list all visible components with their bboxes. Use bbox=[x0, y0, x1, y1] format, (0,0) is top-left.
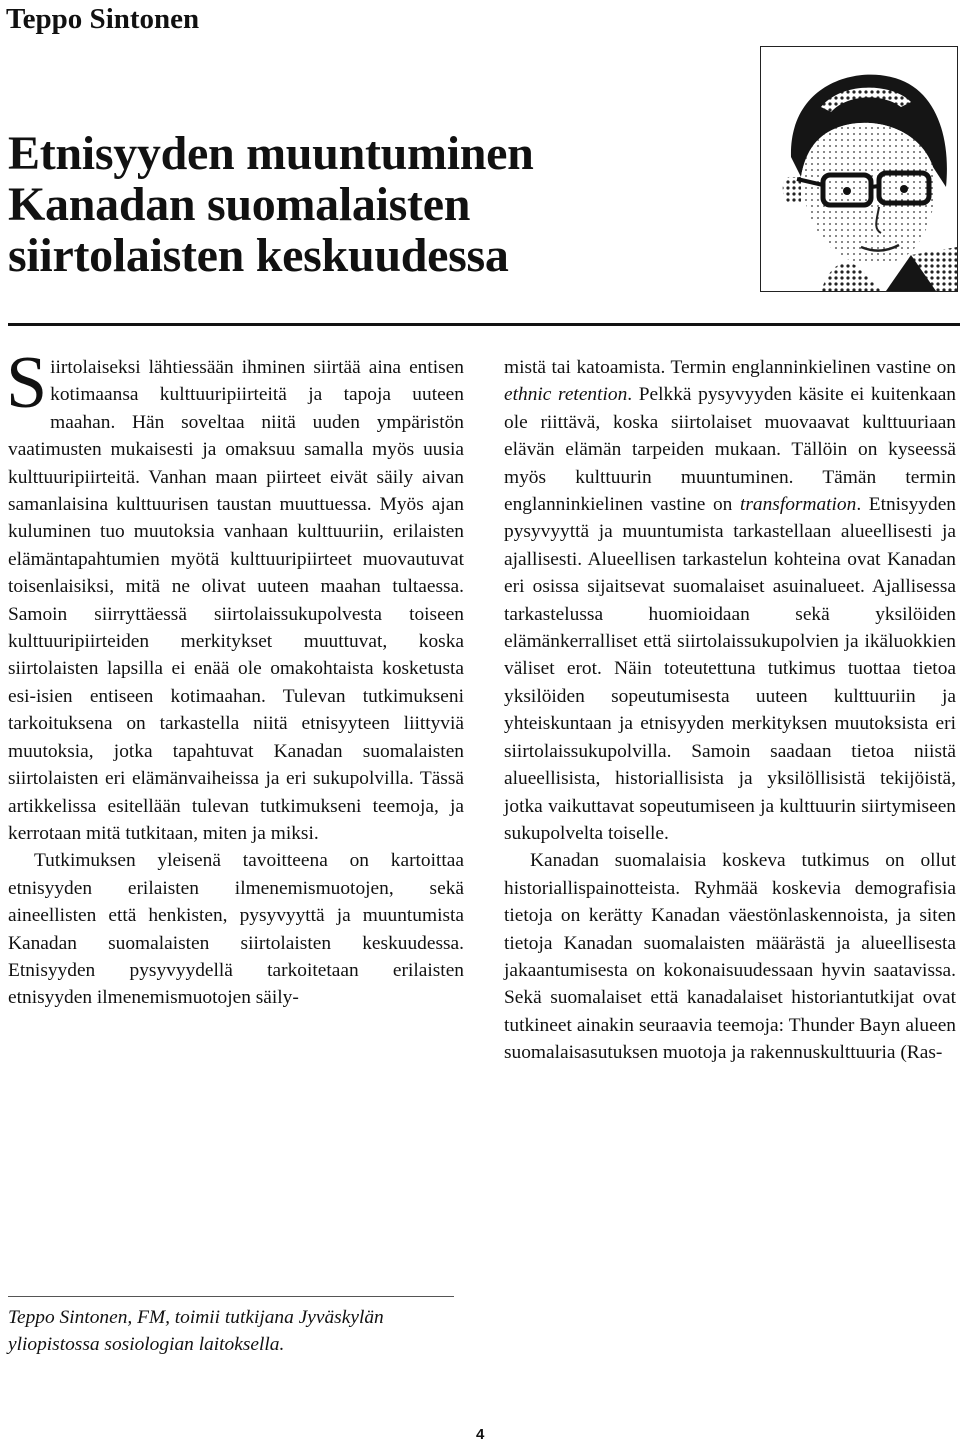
right-p1-part1: mistä tai katoamista. Termin englanninkielinen vastine on bbox=[504, 357, 956, 378]
term-ethnic-retention: ethnic retention bbox=[504, 384, 628, 406]
left-paragraph-1 bbox=[6, 342, 464, 847]
author-footnote: Teppo Sintonen, FM, toimii tutkijana Jyväskylän yliopistossa sosiologian laitoksella. bbox=[8, 1307, 384, 1356]
right-p1-part2: . Pelkkä pysyvyyden käsite ei kuitenkaan ole riittävä, koska siirtolaiset muovaavat kulttuuriaan elävän elämän tarpeiden mukaan. Tällöin on kyseessä myös kulttuurin muuntuminen. Tämän termin englanninkielinen vastine on bbox=[504, 384, 957, 516]
right-p1-part3: . Etnisyyden pysyvyyttä ja muuntumista tarkastellaan alueellisesti ja ajallisesti. Alueellisen tarkastelun kohteina ovat Kanadan eri osissa sijaitsevat suomalaiset asuinalueet. Ajallisessa tarkastelussa huomioidaan sekä yksilöiden elämänkerralliset että siirtolaissukupolvien ja ikäluokkien väliset erot. Näin toteutettuna tutkimus tuottaa tietoa yksilöiden sopeutumisesta uuteen kulttuuriin ja yhteiskuntaan ja etnisyyden merkityksen muutoksista eri siirtolaissukupolvilla. Samoin saadaan tietoa niistä alueellisista, historiallisista ja yksilöllisistä tekijöistä, jotka vaikuttavat sopeutumiseen ja kulttuurin siirtymiseen sukupolvelta toiselle. bbox=[504, 494, 956, 844]
drop-cap: S bbox=[6, 342, 48, 424]
left-column bbox=[6, 342, 464, 1012]
title-line-1: Etnisyyden muuntuminen bbox=[8, 127, 534, 180]
author-name: Teppo Sintonen bbox=[6, 3, 200, 35]
left-paragraph-1-text: iirtolaiseksi lähtiessään ihminen siirtää aina entisen kotimaansa kulttuuripiirteitä ja tapoja uuteen maahan. Hän soveltaa niitä uuden ympäristön vaatimusten mukaisesti ja omaksuu samalla myös uusia kulttuuripiirteitä. Vanhan maan piirteet eivät säily aivan samanlaisina kulttuurisen taustan muuttuessa. Myös ajan kuluminen tuo muutoksia vanhaan kulttuuriin, erilaisten elämäntapahtumien myötä kulttuuripiirteet muovautuvat toisenlaisiksi, mitä ne olivat uuteen maahan tultaessa. Samoin siirryttäessä siirtolaissukupolvesta toiseen kulttuuripiirteiden merkitykset muuttuvat, koska siirtolaisten lapsilla ei enää ole omakohtaista kosketusta esi-isien entiseen kotimaahan. Tulevan tutkimukseni tarkoituksena on tarkastella niitä etnisyyteen liittyviä muutoksia, jotka tapahtuvat Kanadan suomalaisten siirtolaisten eri elämänvaiheissa ja eri sukupolvilla. Tässä artikkelissa esitellään tulevan tutkimukseni teemoja, ja kerrotaan mitä tutkitaan, miten ja miksi. bbox=[8, 357, 464, 844]
right-column bbox=[504, 354, 956, 1067]
right-paragraph-2: Kanadan suomalaisia koskeva tutkimus on ollut historiallispainotteista. Ryhmää koskevia demografisia tietoja on kerätty Kanadan väestönlaskennoista, ja siten tietoja Kanadan suomalaisten määrästä ja alueellisesta jakaantumisesta on kokonaisuudessaan hyvin saatavissa. Sekä suomalaiset että kanadalaiset historiantutkijat ovat tutkineet ainakin seuraavia teemoja: Thunder Bayn alueen suomalaisasutuksen muotoja ja rakennuskulttuuria (Ras- bbox=[504, 850, 956, 1064]
author-photo bbox=[760, 46, 958, 292]
left-paragraph-2: Tutkimuksen yleisenä tavoitteena on kartoittaa etnisyyden erilaisten ilmenemismuotojen, sekä aineellisten että henkisten, pysyvyyttä ja muuntumista Kanadan suomalaisten siirtolaisten keskuudessa. Etnisyyden pysyvyydellä tarkoitetaan erilaisten etnisyyden ilmenemismuotojen säily- bbox=[8, 850, 464, 1009]
title-line-3: siirtolaisten keskuudessa bbox=[8, 229, 509, 282]
page-number: 4 bbox=[476, 1426, 485, 1443]
title-line-2: Kanadan suomalaisten bbox=[8, 178, 471, 231]
article-title bbox=[8, 128, 748, 281]
right-paragraph-1 bbox=[504, 354, 956, 847]
author-portrait-image bbox=[761, 47, 957, 291]
header-divider bbox=[8, 323, 960, 326]
footnote-divider bbox=[8, 1296, 454, 1297]
term-transformation: transformation bbox=[739, 494, 857, 516]
